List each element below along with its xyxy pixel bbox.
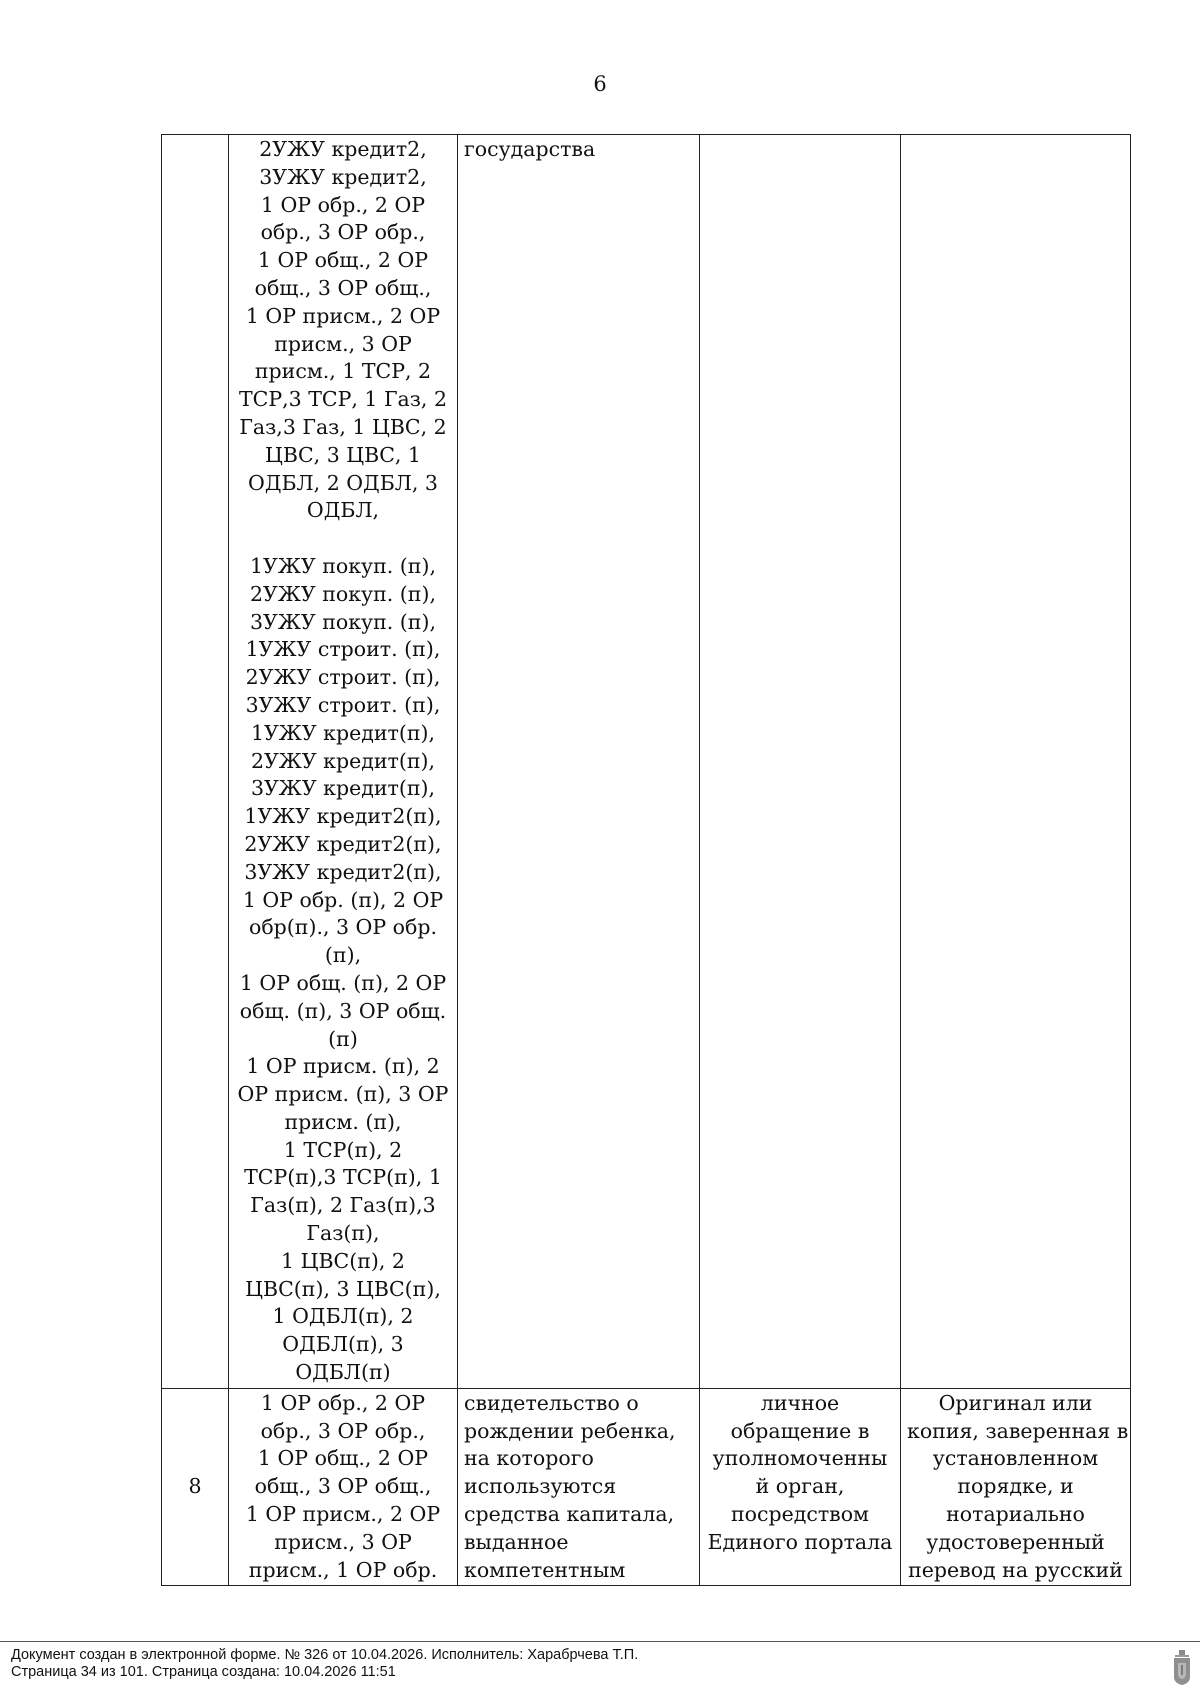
cell-text-line: ОДБЛ,	[306, 498, 380, 523]
footer-line-2: Страница 34 из 101. Страница создана: 10.04.2026 11:51	[11, 1664, 396, 1680]
cell-text-line: ЦВС(п), 3 ЦВС(п),	[245, 1276, 441, 1301]
cell-text-line: рождении ребенка,	[464, 1418, 676, 1443]
cell-text-line: 1 ОР обр., 2 ОР	[260, 192, 426, 217]
cell-text-line: общ., 3 ОР общ.,	[254, 1474, 432, 1499]
cell-text-line: перевод на русский	[908, 1557, 1123, 1582]
cell-text-line	[235, 525, 451, 553]
cell-text-line: (п),	[324, 943, 362, 968]
cell-text-line: присм., 1 ТСР, 2	[254, 359, 432, 384]
cell-text-line: государства	[464, 137, 596, 161]
page-number: 6	[593, 72, 607, 96]
cell-text-line: 1 ОДБЛ(п), 2	[272, 1304, 414, 1329]
cell-text-line: ОДБЛ(п), 3	[282, 1332, 404, 1357]
cell-text-line: обр., 3 ОР обр.,	[260, 1418, 426, 1443]
cell-text-line: Газ(п), 2 Газ(п),3	[250, 1193, 436, 1218]
cell-text-line: ОДБЛ(п)	[295, 1360, 391, 1385]
cell-text-line: 1УЖУ строит. (п),	[245, 637, 441, 662]
cell-text-line: 1 ОР присм., 2 ОР	[245, 303, 441, 328]
category-codes-cell	[229, 135, 458, 1389]
cell-text-line: используются	[464, 1474, 617, 1499]
cell-text-line: 2УЖУ строит. (п),	[245, 665, 441, 690]
submission-method-cell	[700, 135, 901, 1389]
row-number-cell: 8	[162, 1388, 229, 1586]
document-footer	[11, 1647, 638, 1681]
cell-text-line: 1УЖУ кредит(п),	[250, 720, 436, 745]
cell-text-line: обр(п)., 3 ОР обр.	[248, 915, 437, 940]
cell-text-line: порядке, и	[957, 1474, 1074, 1499]
cell-text-line: 1УЖУ покуп. (п),	[250, 553, 436, 578]
cell-text-line: (п)	[328, 1026, 358, 1051]
cell-text-line: обращение в	[730, 1418, 870, 1443]
document-name-cell	[458, 1388, 700, 1586]
cell-text-line: установленном	[932, 1446, 1099, 1471]
cell-text-line: Газ,3 Газ, 1 ЦВС, 2	[239, 414, 447, 439]
cell-text-line: 1 ОР обр., 2 ОР	[260, 1390, 426, 1415]
requirements-cell	[901, 135, 1131, 1389]
cell-text-line: ОР присм. (п), 3 ОР	[237, 1082, 449, 1107]
cell-text-line: присм., 3 ОР	[274, 331, 412, 356]
footer-line-1: Документ создан в электронной форме. № 326 от 10.04.2026. Исполнитель: Харабрчева Т.П.	[11, 1647, 639, 1663]
cell-text-line: обр., 3 ОР обр.,	[260, 220, 426, 245]
cell-text-line: 3УЖУ кредит2(п),	[244, 859, 442, 884]
cell-text-line: ТСР,3 ТСР, 1 Газ, 2	[238, 387, 448, 412]
cell-text-line: 1 ТСР(п), 2	[283, 1137, 403, 1162]
cell-text-line: Газ(п),	[306, 1221, 380, 1246]
document-name-cell	[458, 135, 700, 1389]
cell-text-line: 3УЖУ покуп. (п),	[250, 609, 436, 634]
cell-text-line: свидетельство о	[464, 1390, 639, 1415]
cell-text-line: 1 ОР обр. (п), 2 ОР	[242, 887, 444, 912]
cell-text-line: средства капитала,	[464, 1502, 675, 1527]
cell-text-line: 1 ОР присм. (п), 2	[246, 1054, 440, 1079]
cell-text-line: 3УЖУ кредит(п),	[250, 776, 436, 801]
cell-text-line: общ., 3 ОР общ.,	[254, 275, 432, 300]
table-row-8	[162, 1388, 1131, 1586]
cell-text-line: 2УЖУ кредит2,	[259, 137, 427, 161]
cell-text-line: присм. (п),	[284, 1109, 402, 1134]
cell-text-line: 3УЖУ строит. (п),	[245, 692, 441, 717]
cell-text-line: уполномоченны	[712, 1446, 888, 1471]
cell-text-line: ТСР(п),3 ТСР(п), 1	[244, 1165, 442, 1190]
cell-text-line: 3УЖУ кредит2,	[259, 164, 427, 189]
cell-text-line: 1 ОР общ., 2 ОР	[257, 1446, 429, 1471]
cell-text-line: копия, заверенная в	[907, 1418, 1129, 1443]
requirements-cell	[901, 1388, 1131, 1586]
cell-text-line: 1 ОР общ. (п), 2 ОР	[239, 970, 447, 995]
category-codes-cell	[229, 1388, 458, 1586]
cell-text-line: присм., 3 ОР	[274, 1529, 412, 1554]
cell-text-line: ЦВС, 3 ЦВС, 1	[265, 442, 421, 467]
cell-text-line: 2УЖУ кредит2(п),	[244, 831, 442, 856]
table-row-continuation	[162, 135, 1131, 1389]
cell-text-line: общ. (п), 3 ОР общ.	[239, 998, 447, 1023]
submission-method-cell	[700, 1388, 901, 1586]
cell-text-line: удостоверенный	[926, 1529, 1105, 1554]
cell-text-line: й орган,	[755, 1474, 845, 1499]
cell-text-line: Оригинал или	[938, 1390, 1093, 1415]
cell-text-line: 1 ОР присм., 2 ОР	[245, 1502, 441, 1527]
cell-text-line: компетентным	[464, 1557, 626, 1582]
footer-divider	[0, 1641, 1200, 1642]
cell-text-line: ОДБЛ, 2 ОДБЛ, 3	[248, 470, 438, 495]
coat-of-arms-icon	[1172, 1650, 1192, 1686]
cell-text-line: присм., 1 ОР обр.	[248, 1557, 438, 1582]
cell-text-line: 1 ОР общ., 2 ОР	[257, 248, 429, 273]
cell-text-line: 2УЖУ кредит(п),	[250, 748, 436, 773]
cell-text-line: 2УЖУ покуп. (п),	[250, 581, 436, 606]
cell-text-line: выданное	[464, 1529, 569, 1554]
cell-text-line: нотариально	[946, 1502, 1085, 1527]
cell-text-line: на которого	[464, 1446, 594, 1471]
cell-text-line: Единого портала	[707, 1529, 893, 1554]
row-number-cell	[162, 135, 229, 1389]
document-table	[161, 134, 1131, 1586]
cell-text-line: 1 ЦВС(п), 2	[281, 1248, 405, 1273]
cell-text-line: личное	[760, 1390, 840, 1415]
cell-text-line: посредством	[730, 1502, 869, 1527]
cell-text-line: 1УЖУ кредит2(п),	[244, 804, 442, 829]
